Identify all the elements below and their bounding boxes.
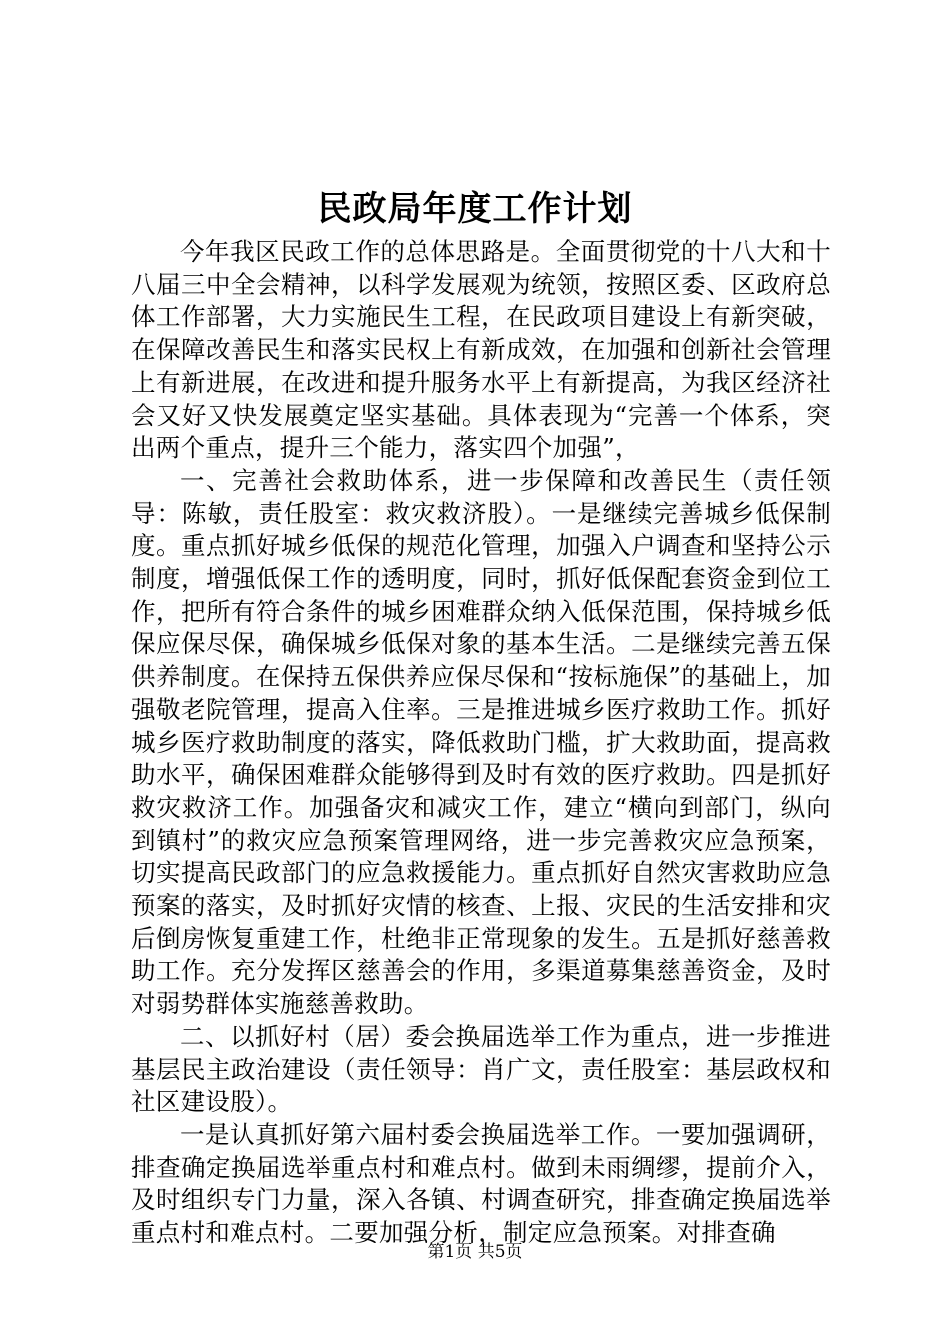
paragraph-village-election: 一是认真抓好第六届村委会换届选举工作。一要加强调研，排查确定换届选举重点村和难点村。做到未雨绸缪，提前介入，及时组织专门力量，深入各镇、村调查研究，排查确定换届选举重点村和难点村。二要加强分析，制定应急预案。对排查确	[131, 1119, 831, 1248]
page-footer: 第1页 共5页	[427, 1242, 523, 1262]
paragraph-overview: 今年我区民政工作的总体思路是。全面贯彻党的十八大和十八届三中全会精神，以科学发展观为统领，按照区委、区政府总体工作部署，大力实施民生工程，在民政项目建设上有新突破，在保障改善民生和落实民权上有新成效，在加强和创新社会管理上有新进展，在改进和提升服务水平上有新提高，为我区经济社会又好又快发展奠定坚实基础。具体表现为“完善一个体系，突出两个重点，提升三个能力，落实四个加强”，	[131, 237, 831, 463]
paragraph-grassroots-democracy: 二、以抓好村（居）委会换届选举工作为重点，进一步推进基层民主政治建设（责任领导：肖广文，责任股室：基层政权和社区建设股）。	[131, 1021, 831, 1117]
document-title: 民政局年度工作计划	[317, 189, 633, 229]
document-body	[131, 236, 831, 1250]
paragraph-social-assistance: 一、完善社会救助体系，进一步保障和改善民生（责任领导：陈敏，责任股室：救灾救济股）。一是继续完善城乡低保制度。重点抓好城乡低保的规范化管理，加强入户调查和坚持公示制度，增强低保工作的透明度，同时，抓好低保配套资金到位工作，把所有符合条件的城乡困难群众纳入低保范围，保持城乡低保应保尽保，确保城乡低保对象的基本生活。二是继续完善五保供养制度。在保持五保供养应保尽保和“按标施保”的基础上，加强敬老院管理，提高入住率。三是推进城乡医疗救助工作。抓好城乡医疗救助制度的落实，降低救助门槛，扩大救助面，提高救助水平，确保困难群众能够得到及时有效的医疗救助。四是抓好救灾救济工作。加强备灾和减灾工作，建立“横向到部门，纵向到镇村”的救灾应急预案管理网络，进一步完善救灾应急预案，切实提高民政部门的应急救援能力。重点抓好自然灾害救助应急预案的落实，及时抓好灾情的核查、上报、灾民的生活安排和灾后倒房恢复重建工作，杜绝非正常现象的发生。五是抓好慈善救助工作。充分发挥区慈善会的作用，多渠道募集慈善资金，及时对弱势群体实施慈善救助。	[131, 465, 831, 1019]
